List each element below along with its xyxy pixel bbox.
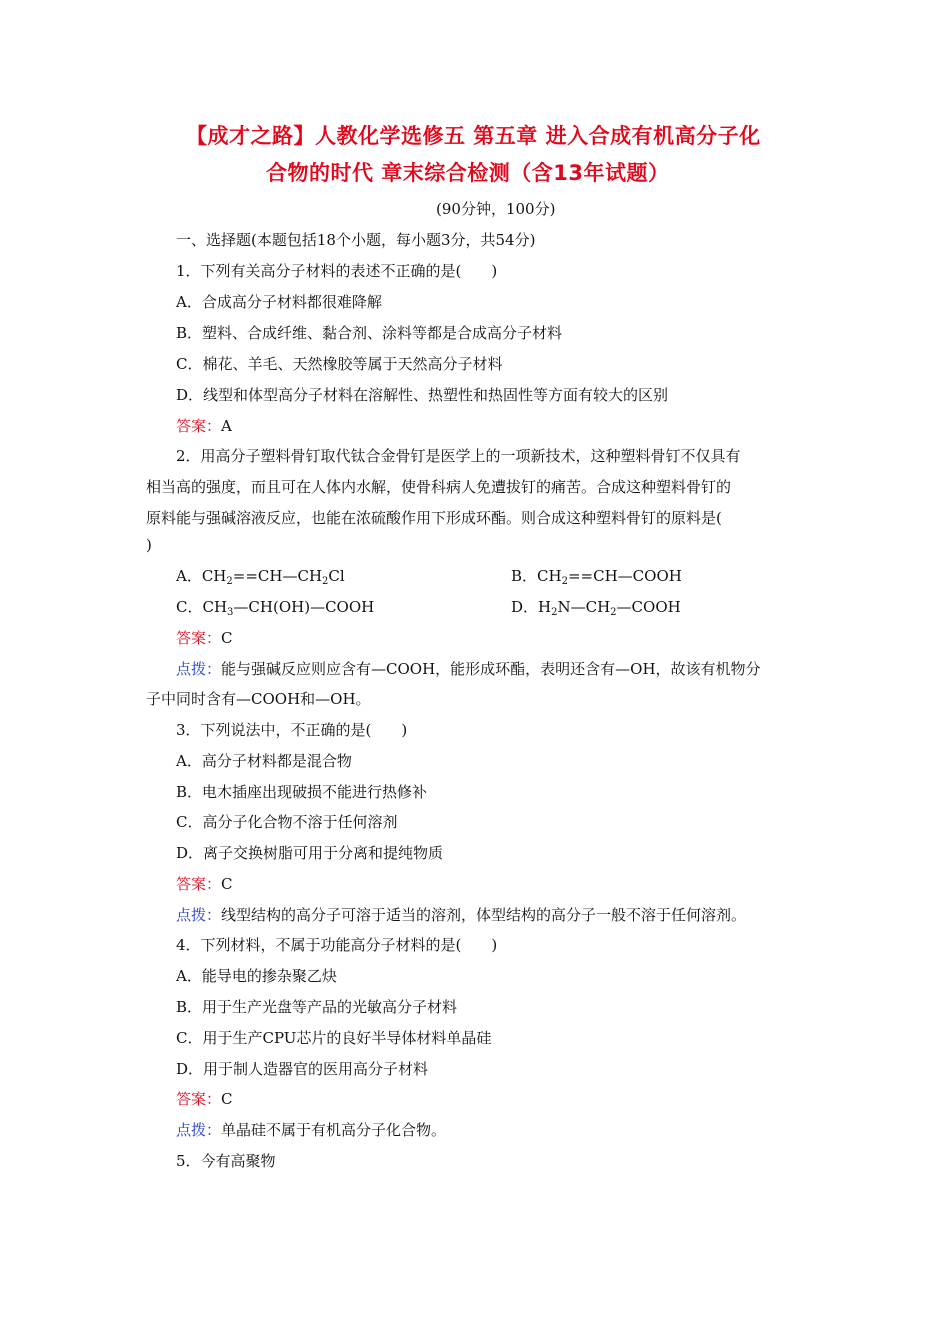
q5-stem: 5．今有高聚物: [176, 1152, 276, 1170]
formula-part: ==CH—COOH: [567, 567, 682, 585]
formula-part: ==CH—CH: [232, 567, 323, 585]
formula-subscript: 2: [551, 607, 558, 618]
formula-subscript: 2: [561, 576, 568, 587]
formula-part: Cl: [328, 567, 345, 585]
document-title-line-1: 【成才之路】人教化学选修五 第五章 进入合成有机高分子化: [186, 124, 761, 148]
q4-option-c: C．用于生产CPU芯片的良好半导体材料单晶硅: [176, 1029, 492, 1047]
q4-option-a: A．能导电的掺杂聚乙炔: [176, 967, 337, 985]
q4-option-d: D．用于制人造器官的医用高分子材料: [176, 1060, 429, 1078]
formula-part: C．CH: [176, 598, 228, 616]
q3-answer: [176, 874, 233, 894]
q2-option-d: [511, 597, 681, 617]
q3-option-a: A．高分子材料都是混合物: [176, 752, 352, 770]
answer-label: 答案：: [176, 1090, 222, 1108]
q4-answer: [176, 1089, 233, 1109]
q1-option-b: B．塑料、合成纤维、黏合剂、涂料等都是合成高分子材料: [176, 324, 563, 342]
q2-option-c: [176, 597, 374, 617]
tip-text: 单晶硅不属于有机高分子化合物。: [221, 1121, 447, 1139]
q2-answer: [176, 628, 233, 648]
q1-option-a: A．合成高分子材料都很难降解: [176, 293, 382, 311]
q2-stem-line-2: 相当高的强度，而且可在人体内水解，使骨科病人免遭拔钉的痛苦。合成这种塑料骨钉的: [146, 478, 732, 496]
formula-part: A．CH: [176, 567, 227, 585]
answer-value: C: [221, 875, 233, 893]
q4-stem: 4．下列材料，不属于功能高分子材料的是( ): [176, 936, 498, 954]
tip-label: 点拨：: [176, 660, 222, 678]
q2-tip-line-2: 子中同时含有—COOH和—OH。: [146, 690, 371, 708]
formula-subscript: 2: [322, 576, 329, 587]
q2-stem-line-1: 2．用高分子塑料骨钉取代钛合金骨钉是医学上的一项新技术，这种塑料骨钉不仅具有: [176, 447, 741, 465]
exam-meta: (90分钟，100分): [436, 200, 556, 218]
answer-value: C: [221, 629, 233, 647]
section-heading: 一、选择题(本题包括18个小题，每小题3分，共54分): [176, 231, 536, 249]
formula-subscript: 3: [227, 607, 234, 618]
q2-tip-line-1: [176, 659, 761, 679]
q2-option-b: [511, 566, 682, 586]
q2-stem-line-4: ): [146, 536, 152, 554]
q3-stem: 3．下列说法中，不正确的是( ): [176, 721, 408, 739]
formula-part: —CH(OH)—COOH: [233, 598, 375, 616]
answer-label: 答案：: [176, 629, 222, 647]
q3-option-c: C．高分子化合物不溶于任何溶剂: [176, 813, 398, 831]
q2-stem-line-3: 原料能与强碱溶液反应，也能在浓硫酸作用下形成环酯。则合成这种塑料骨钉的原料是(: [146, 509, 722, 527]
q2-option-a: [176, 566, 345, 586]
q3-option-d: D．离子交换树脂可用于分离和提纯物质: [176, 844, 444, 862]
q3-tip: [176, 905, 746, 925]
q1-option-c: C．棉花、羊毛、天然橡胶等属于天然高分子材料: [176, 355, 503, 373]
formula-subscript: 2: [226, 576, 233, 587]
document-title-line-2: 合物的时代 章末综合检测（含13年试题）: [266, 161, 670, 185]
tip-text: 能与强碱反应则应含有—COOH，能形成环酯，表明还含有—OH，故该有机物分: [221, 660, 761, 678]
q1-stem: 1．下列有关高分子材料的表述不正确的是( ): [176, 262, 498, 280]
q1-answer: [176, 416, 232, 436]
tip-label: 点拨：: [176, 1121, 222, 1139]
formula-part: B．CH: [511, 567, 562, 585]
q1-option-d: D．线型和体型高分子材料在溶解性、热塑性和热固性等方面有较大的区别: [176, 386, 669, 404]
answer-value: A: [221, 417, 232, 435]
answer-value: C: [221, 1090, 233, 1108]
formula-part: N—CH: [557, 598, 611, 616]
formula-part: D．H: [511, 598, 552, 616]
answer-label: 答案：: [176, 417, 222, 435]
q4-option-b: B．用于生产光盘等产品的光敏高分子材料: [176, 998, 458, 1016]
q4-tip: [176, 1120, 446, 1140]
tip-label: 点拨：: [176, 906, 222, 924]
tip-text: 线型结构的高分子可溶于适当的溶剂，体型结构的高分子一般不溶于任何溶剂。: [221, 906, 747, 924]
q3-option-b: B．电木插座出现破损不能进行热修补: [176, 783, 428, 801]
answer-label: 答案：: [176, 875, 222, 893]
formula-subscript: 2: [610, 607, 617, 618]
formula-part: —COOH: [616, 598, 681, 616]
